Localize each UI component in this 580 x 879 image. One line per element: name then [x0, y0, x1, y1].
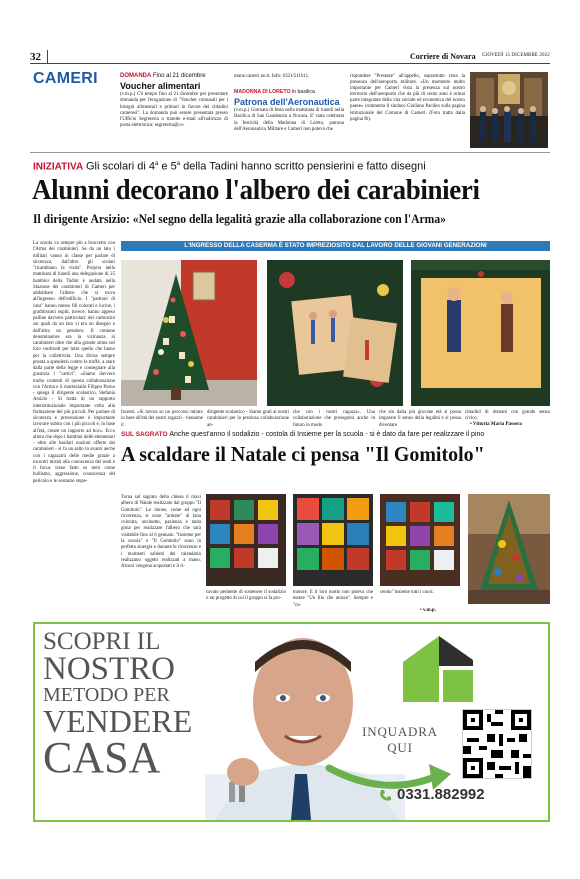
article2-headline: A scaldare il Natale ci pensa "Il Gomitolo" [121, 442, 485, 466]
photo-tree-entrance [121, 260, 257, 406]
article2-column-2: cavato permette di sostenere il sodalizio o un progetto di cui il gruppo si fa pro- [206, 590, 286, 602]
section-title: CAMERI [33, 70, 98, 87]
brief2-title: Patrona dell'Aeronautica [234, 97, 340, 107]
photo-crochet-2 [293, 494, 373, 586]
brief-voucher [120, 72, 228, 130]
photo-drawing-1 [267, 260, 403, 406]
article1-column-6: cittadini di domani con grande senso civico. [465, 410, 550, 422]
advertisement[interactable] [33, 622, 550, 822]
article1-headline: Alunni decorano l'albero dei carabinieri [32, 174, 480, 206]
brief-title: Voucher alimentari [120, 81, 201, 91]
kicker-rest: In basilica [291, 89, 315, 95]
qr-code-icon [463, 710, 531, 778]
brief-aeronautica [234, 88, 344, 133]
article2-column-4: cendo" insieme tutti i cuori. [380, 590, 434, 595]
article1-column-2: facenti. «Si lavora su un percorso mirato in base all'età dei nostri ragazzi - riassume il [121, 410, 203, 428]
ad-cta-line-1: INQUADRA [362, 724, 438, 739]
article1-column-5: che sin dalla più giovane età si possa imparare il senso della legalità e si possa diventare [379, 410, 461, 428]
brief2-text: (v.m.p.) Giornata di festa nella mattinata di lunedì nella Basilica di San Gaudenzio a Novara. E' stata celebrata la festività della Madonna di Loreto, patrona dell'Aeronautica Militare e Cameri non poteva che [234, 108, 344, 132]
article1-author: • Vittoria Maria Passera [470, 422, 522, 427]
rule [30, 152, 550, 153]
kicker-rest: Anche quest'anno il sodalizio - costola di Insieme per la scuola - si è dato da fare per realizzare il pino [169, 431, 485, 438]
article2-author: • v.m.p. [420, 608, 436, 613]
article2-kicker [121, 430, 551, 439]
kicker-label: MADONNA DI LORETO [234, 89, 291, 95]
photo-caption: L'INGRESSO DELLA CASERMA È STATO IMPREZIOSITO DAL LAVORO DELLE GIOVANI GENERAZIONI [184, 242, 487, 249]
article1-kicker [33, 157, 426, 175]
article2-column-3: motore. E il loro motto non poteva che essere "Un filo che unisce". Sempre e "cu- [293, 590, 373, 608]
article1-column-3: dirigente scolastico - Siamo grati ai nostri carabinieri per la preziosa collaborazione an- [207, 410, 289, 428]
article1-column-1: La scuola va sempre più a braccetto con l'Arma dei carabinieri. Se da un lato i militari vanno in classe per parlare di sicurezza, dall'altro gli scolari "ricambiano la visita". Proprio nella mattinata di lunedì una delegazione di 25 bambini della Tadini è andata nella Stazione dei carabinieri di Cameri per addobbare l'albero che si trova all'ingresso dell'edificio. I "padroni di casa" hanno messo fili colorati e lucine, i graditissimi ospiti, invece, hanno appeso palline davvero particolari: dei cartoncini sui quali da un lato vi era un disegno e dall'altro un pensiero. Il comune denominatore era la vicinanza ai carabinieri oltre che alla grande stima nei loro confronti per tutto quello che fanno per la collettività. Una divisa sempre pronta a spendersi contro le truffe, a stare dalla parte della legge e consegnare alla giustizia i "cattivi". «Siamo davvero molto contenti di questa collaborazione con l'Arma e il maresciallo Filippo Purno - spiega il dirigente scolastico, Stefania Arsizio - Si tratta di un rapporto interistituzionale importante volto alla formazione dei più piccoli. Per parlare di sicurezza e prevenzione è importante lavorare subito con i più piccoli e, in base all'età, creare un rapporto ad hoc». Ecco allora che dopo i bambini delle elementari - oltre alle basilari nozioni offerte dai carabinieri - si fa un salto in avanti anche con i ragazzini delle medie grazie a incontri mirati alla conoscenza dei reati e il focus viene fatto su temi come bullismo, aggressione, conoscenza del pericolo e le sostanze stupe- [33, 241, 115, 484]
photo-crochet-1 [206, 494, 286, 586]
page-header [30, 50, 550, 64]
brief2-kicker [234, 88, 344, 96]
basilica-photo [470, 72, 548, 148]
kicker-label: DOMANDA [120, 73, 152, 79]
kicker-label: INIZIATIVA [33, 161, 84, 173]
ad-line-2: NOSTRO [43, 651, 176, 687]
kicker-rest: Fino al 21 dicembre [152, 73, 206, 79]
photo-caption-bar [121, 241, 550, 251]
issue-date: GIOVEDÌ 15 DICEMBRE 2022 [482, 53, 550, 58]
ad-line-4: VENDERE [43, 703, 193, 739]
ad-line-1: SCOPRI IL [43, 628, 161, 655]
kicker-mid: e 5 [158, 160, 177, 173]
kicker-rest: Gli scolari di 4 [85, 160, 156, 173]
brief-text: (v.m.p.) C'è tempo fino al 21 dicembre per presentare domanda per l'erogazione di "Voucher comunali per i bisogni alimentari e primari in favore dei cittadini cameresi". La domanda può essere presentata presso l'Ufficio Segreteria o tramite e-mail all'indirizzo di posta elettronica: segreteria@co- [120, 92, 228, 129]
qr-code[interactable] [462, 709, 532, 779]
sup: a [176, 161, 181, 167]
header-divider [47, 50, 48, 63]
brief-kicker [120, 72, 228, 80]
kicker-end: della Tadini hanno scritto pensierini e fatto disegni [180, 160, 426, 173]
page-number: 32 [30, 51, 41, 63]
ad-cta [345, 724, 455, 756]
photo-crochet-tree [468, 494, 550, 604]
ad-logo-icon [403, 636, 473, 702]
sup: a [155, 161, 159, 167]
ad-line-3: METODO PER [43, 684, 170, 706]
ad-headline [43, 628, 213, 782]
ad-line-5: CASA [43, 733, 161, 782]
phone-icon [378, 789, 392, 803]
newspaper-name: Corriere di Novara [410, 52, 476, 61]
article1-column-4: che con i nostri ragazzi». Una collaborazione che proseguirà anche in futuro in modo [293, 410, 375, 428]
article1-subhead: Il dirigente Arsizio: «Nel segno della legalità grazie alla collaborazione con l'Arma» [33, 212, 446, 226]
article2-column-1: Torna sul sagrato della chiesa il maxi albero di Natale realizzato dal gruppo "Il Gomitolo". Le donne, come ad ogni ricorrenza, si sono "armate" di lana colorata, uncinetto, pazienza e tanta gioia per realizzare l'albero che sarà visitabile fino al 6 gennaio. "Insieme per la scuola" e "Il Gomitolo" sono in perfetta sinergia e durante le ricorrenze e i momenti salienti del calendario realizzano oggetti realizzati a mano. Alcuni vengono acquistati e il ri- [121, 495, 201, 570]
photo-drawing-2 [411, 260, 550, 406]
brief-text-cont: mune.cameri.no.it. Info: 0321/511611. [234, 74, 310, 79]
photo-crochet-3 [380, 494, 460, 586]
ad-phone[interactable]: 0331.882992 [397, 786, 485, 803]
brief2-text-cont: rispondere "Presente" all'appello, soprattutto vista la presenza dell'aeroporto militare. «Un momento molto importante per Cameri vista la presenza sul nostro territorio dell'aeroporto che da più di cento anni è ormai parte integrante della vita sociale ed economica del nostro paese» commenta il sindaco Giuliano Pacileo sulla pagina istituzionale del Comune di Cameri. (Foto tratta dalla pagina fb). [350, 74, 465, 122]
ad-cta-line-2: QUI [387, 740, 413, 755]
kicker-label: SUL SAGRATO [121, 431, 168, 438]
